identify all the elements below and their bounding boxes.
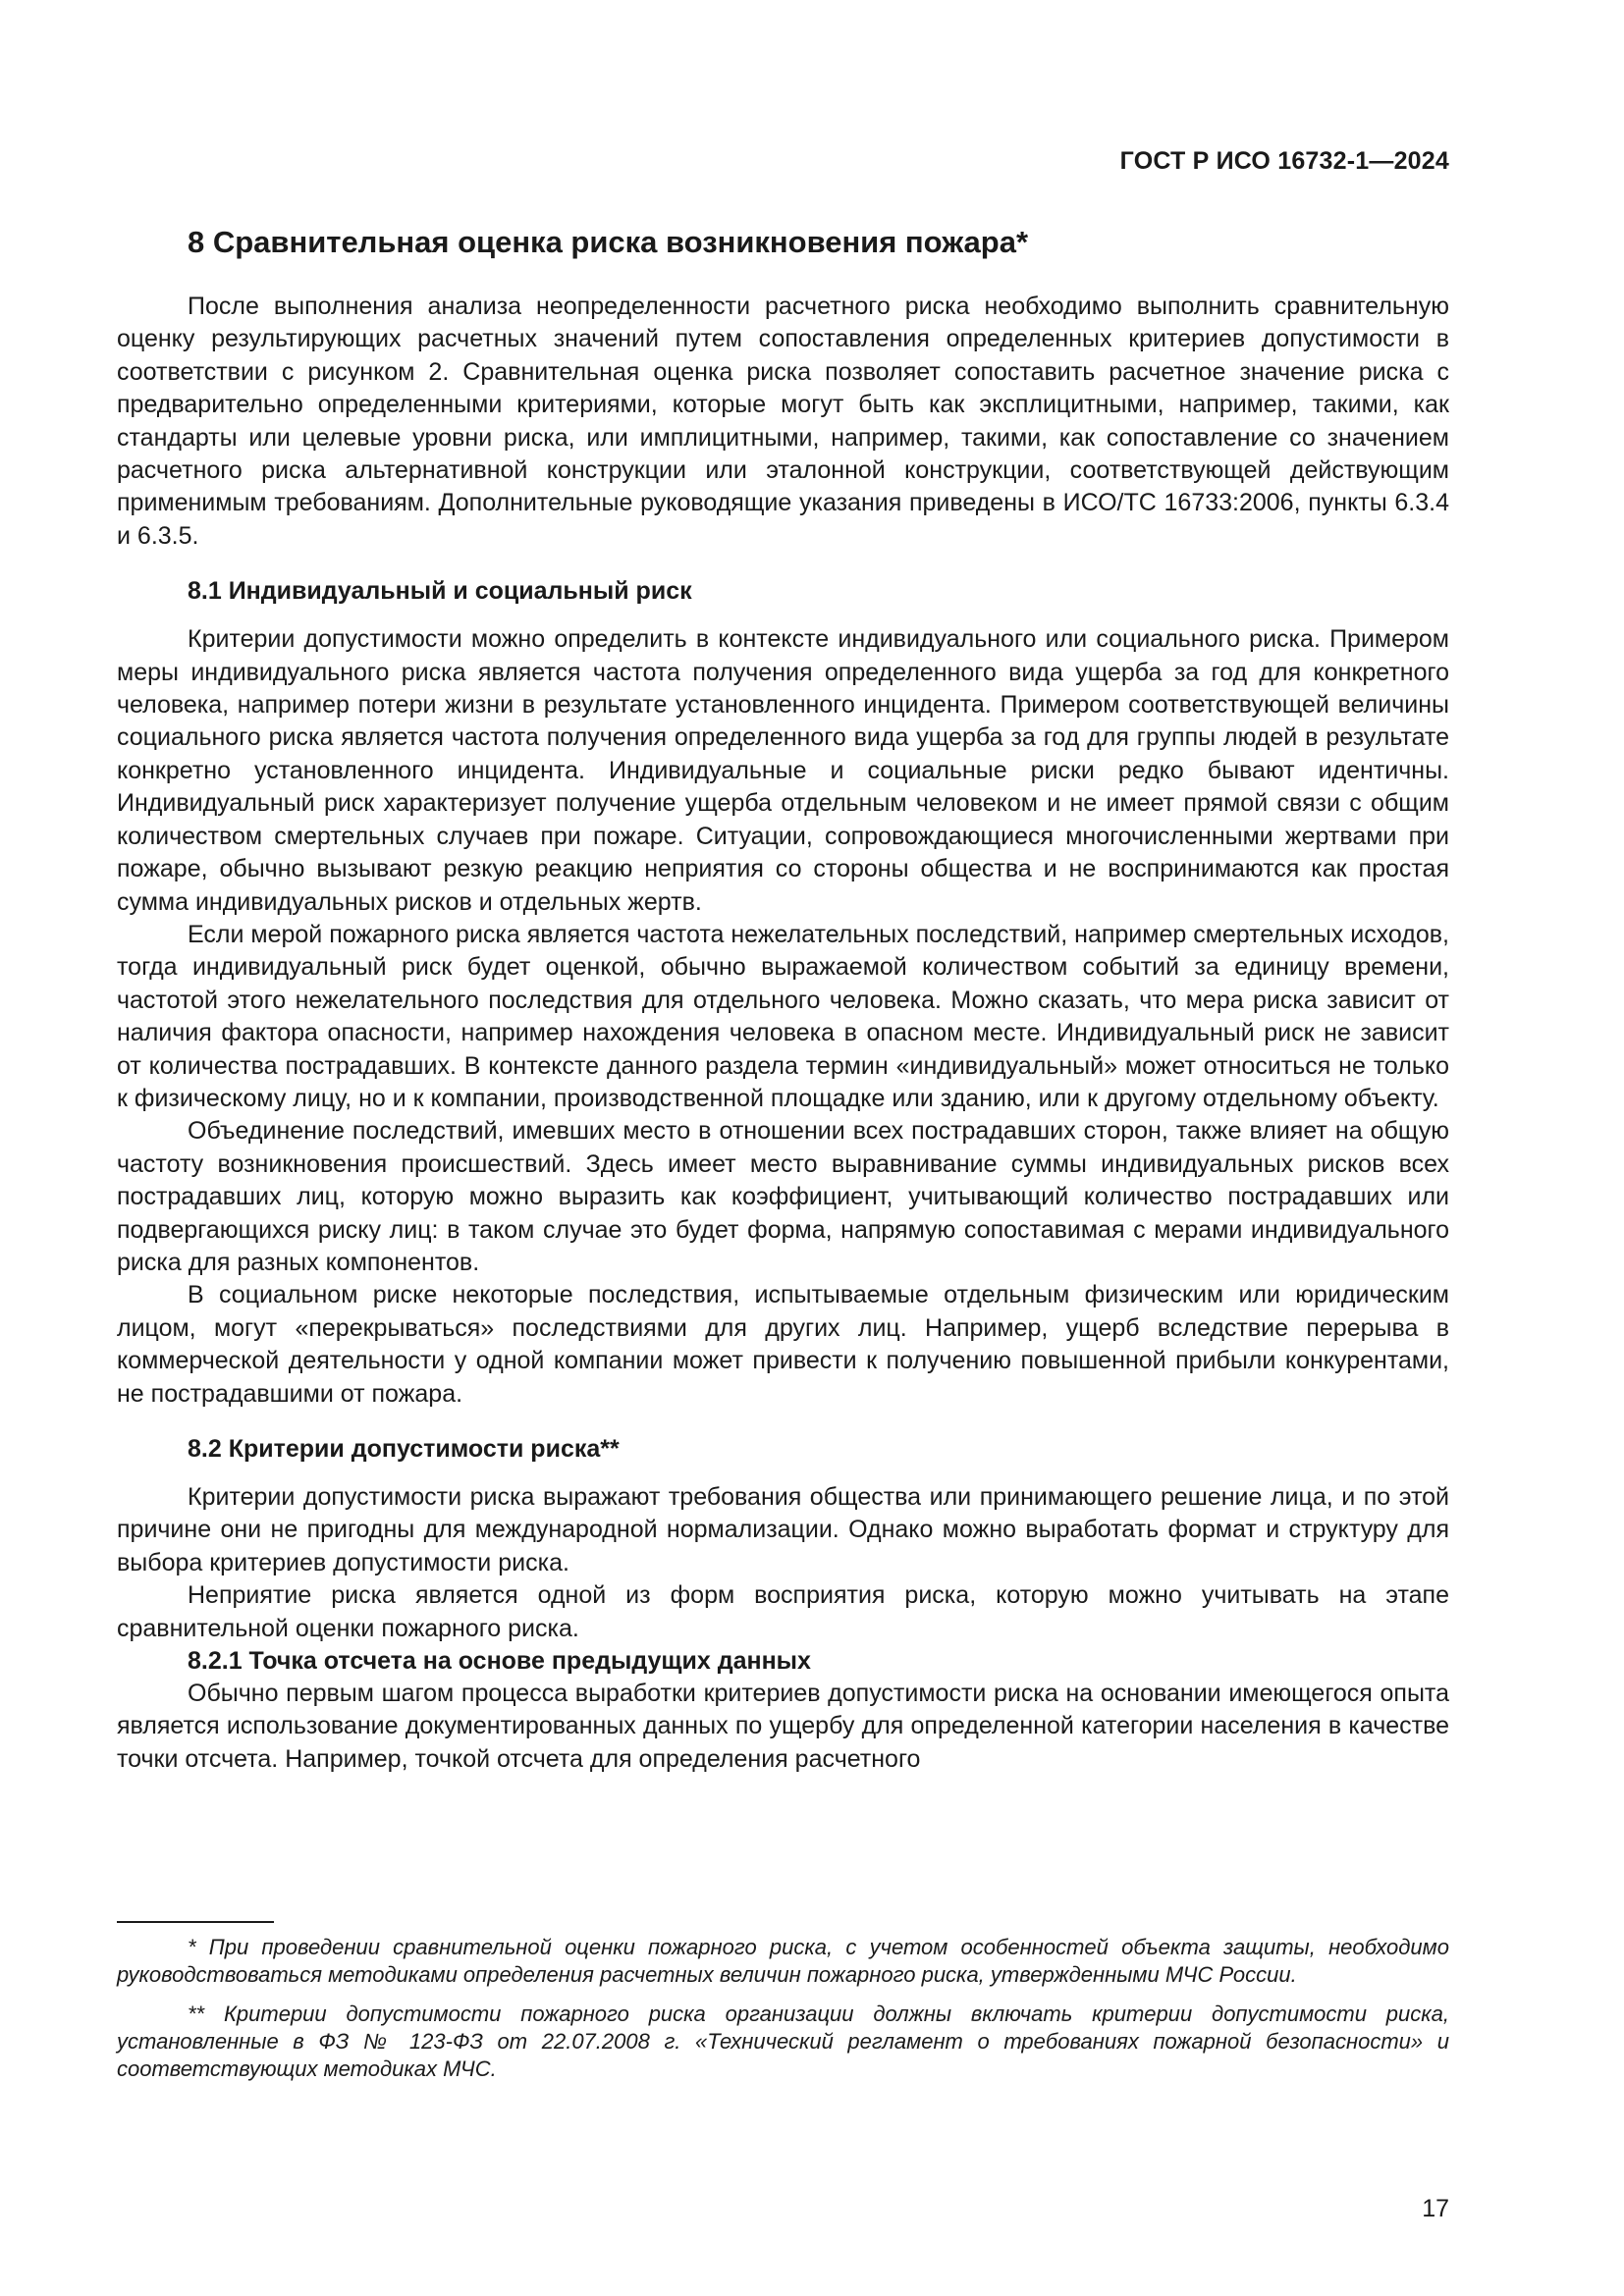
section-paragraph: После выполнения анализа неопределенности расчетного риска необходимо выполнить сравнительную оценку результирующих расчетных значений путем сопоставления определенных критериев допустимости в соответствии с рисунком 2. Сравнительная оценка риска позволяет сопоставить расчетное значение риска с предварительно определенными критериями, которые могут быть как эксплицитными, например, такими, как стандарты или целевые уровни риска, или имплицитными, например, такими, как сопоставление со значением расчетного риска альтернативной конструкции или эталонной конструкции, соответствующей действующим применимым требованиям. Дополнительные руководящие указания приведены в ИСО/ТС 16733:2006, пункты 6.3.4 и 6.3.5.	[117, 293, 1449, 550]
footnotes	[117, 1934, 1449, 2095]
subsection-title-8-1: 8.1 Индивидуальный и социальный риск	[188, 577, 692, 606]
subsection-title-8-2: 8.2 Критерии допустимости риска**	[188, 1435, 620, 1463]
paragraph: Объединение последствий, имевших место в отношении всех пострадавших сторон, также влияет на общую частоту возникновения происшествий. Здесь имеет место выравнивание суммы индивидуальных рисков всех пострадавших лиц, которую можно выразить как коэффициент, учитывающий количество пострадавших или подвергающихся риску лиц: в таком случае это будет форма, напрямую сопоставимая с мерами индивидуального риска для разных компонентов.	[117, 1117, 1449, 1276]
footnote: * При проведении сравнительной оценки пожарного риска, с учетом особенностей объекта защиты, необходимо руководствоваться методиками определения расчетных величин пожарного риска, утвержденными МЧС России.	[117, 1935, 1449, 1987]
page-number: 17	[1422, 2195, 1449, 2222]
paragraph: Обычно первым шагом процесса выработки критериев допустимости риска на основании имеющегося опыта является использование документированных данных по ущербу для определенной категории населения в качестве точки отсчета. Например, точкой отсчета для определения расчетного	[117, 1680, 1449, 1773]
subsubsection-title-8-2-1: 8.2.1 Точка отсчета на основе предыдущих данных	[188, 1647, 811, 1676]
section-title: 8 Сравнительная оценка риска возникновения пожара*	[188, 225, 1029, 259]
paragraph: В социальном риске некоторые последствия, испытываемые отдельным физическим или юридическим лицом, могут «перекрываться» последствиями для других лиц. Например, ущерб вследствие перерыва в коммерческой деятельности у одной компании может привести к получению повышенной прибыли конкурентами, не пострадавшими от пожара.	[117, 1281, 1449, 1408]
footnote: ** Критерии допустимости пожарного риска организации должны включать критерии допустимости риска, установленные в ФЗ № 123-ФЗ от 22.07.2008 г. «Технический регламент о требованиях пожарной безопасности» и соответствующих методиках МЧС.	[117, 2002, 1449, 2081]
paragraph: Критерии допустимости можно определить в контексте индивидуального или социального риска. Примером меры индивидуального риска является частота получения определенного вида ущерба за год для конкретного человека, например потери жизни в результате установленного инцидента. Примером соответствующей величины социального риска является частота получения определенного вида ущерба за год для группы людей в результате конкретно установленного инцидента. Индивидуальные и социальные риски редко бывают идентичны. Индивидуальный риск характеризует получение ущерба отдельным человеком и не имеет прямой связи с общим количеством смертельных случаев при пожаре. Ситуации, сопровождающиеся многочисленными жертвами при пожаре, обычно вызывают резкую реакцию неприятия со стороны общества и не воспринимаются как простая сумма индивидуальных рисков и отдельных жертв.	[117, 625, 1449, 916]
document-code: ГОСТ Р ИСО 16732-1—2024	[1119, 147, 1449, 175]
paragraph: Неприятие риска является одной из форм восприятия риска, которую можно учитывать на этапе сравнительной оценки пожарного риска.	[117, 1581, 1449, 1642]
paragraph: Если мерой пожарного риска является частота нежелательных последствий, например смертельных исходов, тогда индивидуальный риск будет оценкой, обычно выражаемой количеством событий за единицу времени, частотой этого нежелательного последствия для отдельного человека. Можно сказать, что мера риска зависит от наличия фактора опасности, например нахождения человека в опасном месте. Индивидуальный риск не зависит от количества пострадавших. В контексте данного раздела термин «индивидуальный» может относиться не только к физическому лицу, но и к компании, производственной площадке или зданию, или к другому отдельному объекту.	[117, 920, 1449, 1112]
page-content	[117, 218, 1449, 1776]
footnote-divider	[117, 1921, 274, 1923]
paragraph: Критерии допустимости риска выражают требования общества или принимающего решение лица, и по этой причине они не пригодны для международной нормализации. Однако можно выработать формат и структуру для выбора критериев допустимости риска.	[117, 1483, 1449, 1576]
